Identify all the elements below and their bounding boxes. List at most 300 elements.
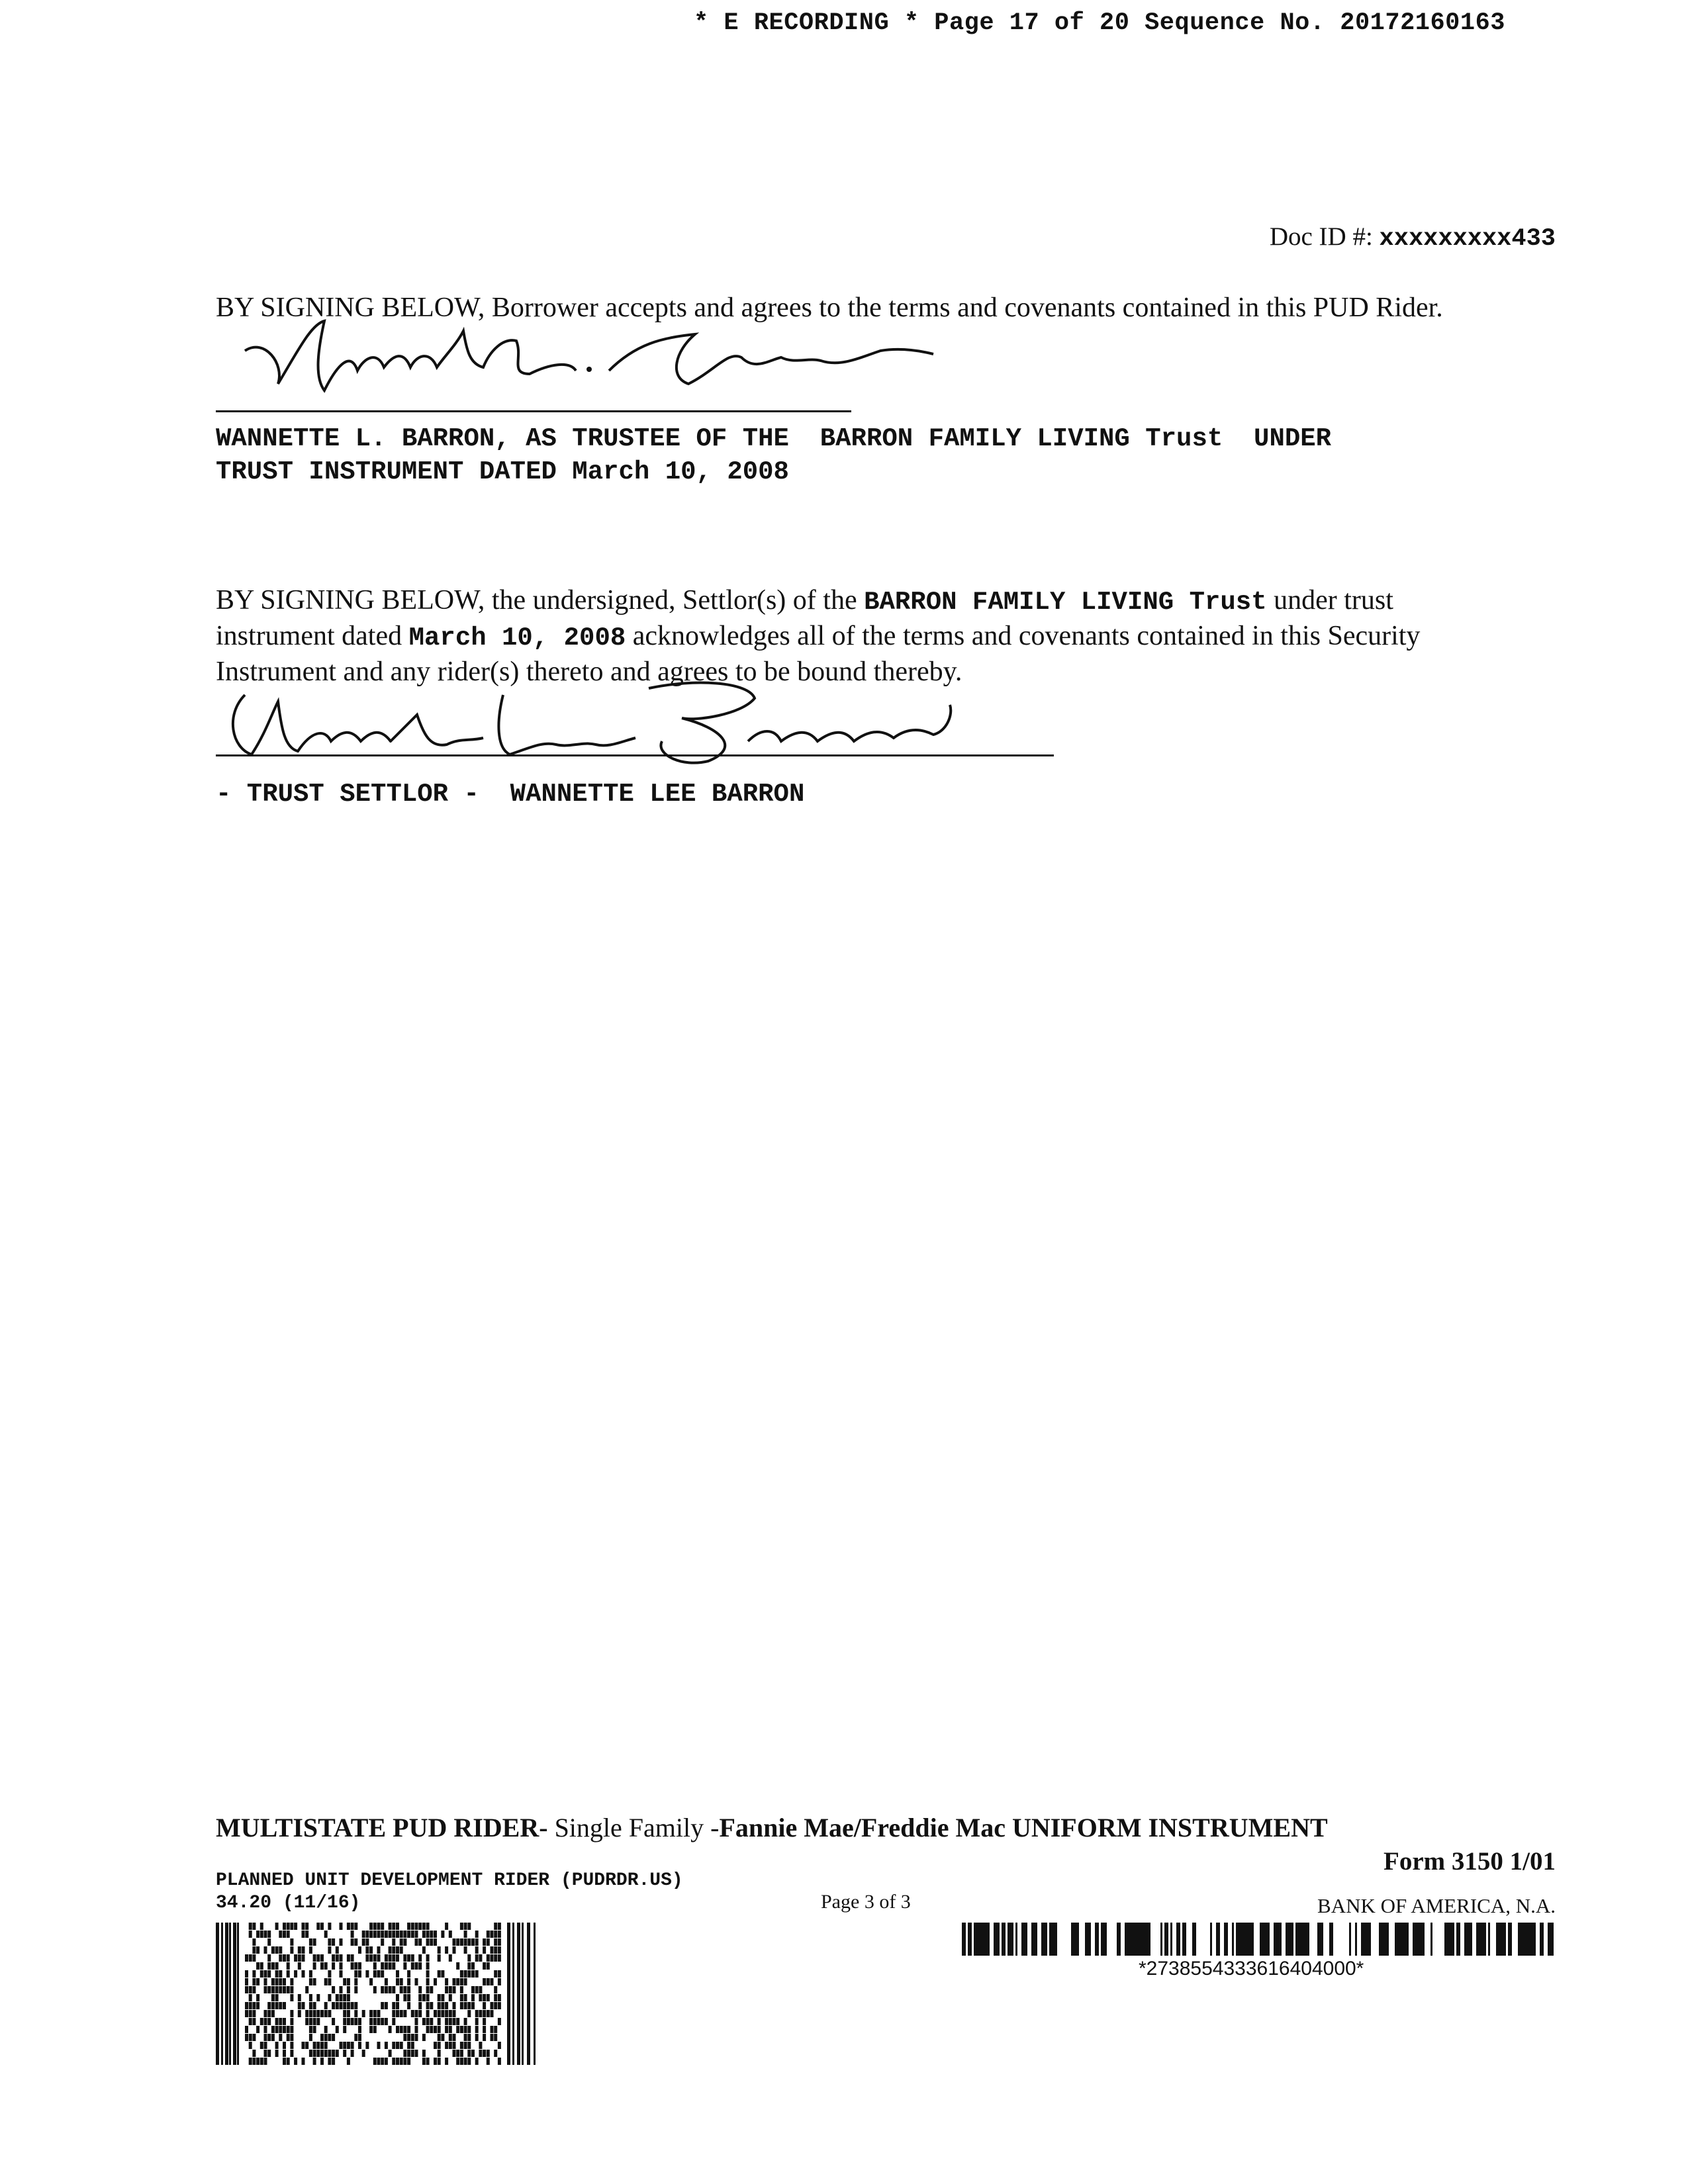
pdf417-module (313, 2002, 316, 2009)
barcode-bar (1141, 1923, 1143, 1956)
pdf417-module (256, 2026, 259, 2033)
pdf417-module (316, 2018, 320, 2025)
pdf417-module (305, 2010, 308, 2017)
pdf417-module (434, 2010, 437, 2017)
barcode-bar (1401, 1923, 1403, 1956)
pdf417-module (407, 2002, 410, 2009)
pdf417-module (487, 2010, 490, 2017)
pdf417-module (264, 1978, 267, 1985)
pdf417-module (354, 2010, 357, 2017)
barcode-bar (1526, 1923, 1528, 1956)
pdf417-module (287, 1986, 290, 1993)
pdf417-module (252, 1954, 256, 1962)
pdf417-module (453, 2034, 456, 2041)
pdf417-module (358, 2018, 361, 2025)
pdf417-module (302, 1970, 305, 1978)
barcode-bar (1478, 1923, 1480, 1956)
barcode-bar (1049, 1923, 1051, 1956)
pdf417-module (340, 1970, 343, 1978)
pdf417-module (445, 2042, 448, 2049)
pdf417-module (271, 2026, 275, 2033)
pdf417-module (403, 2010, 406, 2017)
pdf417-module (377, 2010, 381, 2017)
pdf417-module (483, 2034, 486, 2041)
pdf417-module (411, 2050, 414, 2057)
pdf417-module (487, 1978, 490, 1985)
pdf417-module (252, 1978, 256, 1985)
pdf417-module (309, 2018, 312, 2025)
pdf417-module (498, 2042, 501, 2049)
barcode-bar (1182, 1923, 1186, 1956)
pdf417-module (283, 2018, 286, 2025)
pdf417-module (216, 1923, 219, 2065)
pdf417-module (316, 1994, 320, 2001)
pdf417-module (320, 1962, 324, 1970)
pdf417-module (464, 2002, 467, 2009)
pdf417-module (467, 2034, 471, 2041)
pdf417-module (467, 2042, 471, 2049)
pdf417-module (316, 1954, 320, 1962)
barcode-bar (1216, 1923, 1220, 1956)
pdf417-module (287, 2034, 290, 2041)
doc-id-label: Doc ID #: (1269, 222, 1373, 251)
barcode-bar (1466, 1923, 1468, 1956)
pdf417-module (302, 1923, 305, 1930)
barcode-bar (1085, 1923, 1087, 1956)
pdf417-module (441, 1994, 444, 2001)
pdf417-module (400, 1931, 403, 1938)
pdf417-module (396, 1946, 399, 1954)
pdf417-module (438, 2026, 441, 2033)
pdf417-module (434, 2042, 437, 2049)
pdf417-module (343, 1978, 346, 1985)
pdf417-module (249, 1954, 252, 1962)
pdf417-module (517, 1923, 520, 2065)
pdf417-module (324, 2026, 328, 2033)
pdf417-module (324, 1962, 328, 1970)
pdf417-module (313, 2058, 316, 2065)
pdf417-module (267, 1931, 271, 1938)
pdf417-module (275, 1978, 279, 1985)
pdf417-module (403, 1931, 406, 1938)
barcode-bar (1456, 1923, 1460, 1956)
settlor-text-line2: instrument dated March 10, 2008 acknowledges all of the terms and covenants contained in this Security (216, 621, 1421, 653)
pdf417-module (467, 2026, 471, 2033)
pdf417-module (267, 2010, 271, 2017)
pdf417-module (456, 2050, 459, 2057)
pdf417-module (453, 2050, 456, 2057)
pdf417-module (415, 2010, 418, 2017)
pdf417-module (467, 2002, 471, 2009)
barcode-bar (1260, 1923, 1264, 1956)
pdf417-module (347, 1954, 350, 1962)
pdf417-module (471, 1994, 475, 2001)
pdf417-module (237, 1923, 239, 2065)
pdf417-module (385, 2058, 388, 2065)
pdf417-module (449, 1954, 452, 1962)
pdf417-module (426, 2058, 430, 2065)
barcode-bar (1480, 1923, 1482, 1956)
pdf417-module (494, 2050, 497, 2057)
barcode-bar (1276, 1923, 1278, 1956)
trust-name: BARRON FAMILY LIVING Trust (864, 588, 1267, 617)
pdf417-module (456, 2018, 459, 2025)
barcode-bar (1510, 1923, 1512, 1956)
trustee-signer-line2: TRUST INSTRUMENT DATED March 10, 2008 (216, 457, 789, 486)
pdf417-module (438, 2002, 441, 2009)
pdf417-module (396, 1978, 399, 1985)
pdf417-module (343, 1994, 346, 2001)
pdf417-module (389, 2050, 392, 2057)
barcode-bar (1033, 1923, 1035, 1956)
pdf417-module (328, 2010, 331, 2017)
pdf417-module (373, 1986, 377, 1993)
pdf417-module (279, 2018, 282, 2025)
pdf417-module (264, 1946, 267, 1954)
pdf417-module (347, 2058, 350, 2065)
pdf417-module (426, 1938, 430, 1946)
pdf417-module (475, 1938, 479, 1946)
pdf417-module (407, 1978, 410, 1985)
barcode-bar (1095, 1923, 1099, 1956)
barcode-bar (1246, 1923, 1248, 1956)
pdf417-module (354, 2034, 357, 2041)
pdf417-module (340, 2002, 343, 2009)
pdf417-module (467, 2050, 471, 2057)
pdf417-module (430, 1931, 433, 1938)
pdf417-module (389, 1986, 392, 1993)
pdf417-module (411, 2042, 414, 2049)
pdf417-module (494, 1923, 497, 1930)
barcode-bar (994, 1923, 996, 1956)
pdf417-module (411, 1931, 414, 1938)
pdf417-module (438, 2050, 441, 2057)
barcode-bar (1518, 1923, 1520, 1956)
pdf417-module (358, 1962, 361, 1970)
pdf417-module (233, 1923, 236, 2065)
pdf417-module (309, 2002, 312, 2009)
pdf417-module (483, 2002, 486, 2009)
pdf417-module (264, 2018, 267, 2025)
pdf417-module (426, 2018, 430, 2025)
pdf417-module (332, 2002, 335, 2009)
pdf417-module (283, 1923, 286, 1930)
pdf417-module (377, 2058, 381, 2065)
pdf417-module (264, 1986, 267, 1993)
barcode-bar (1021, 1923, 1023, 1956)
pdf417-module (365, 1970, 369, 1978)
pdf417-module (396, 2002, 399, 2009)
pdf417-module (267, 1970, 271, 1978)
pdf417-module (467, 1962, 471, 1970)
pdf417-module (396, 1994, 399, 2001)
barcode-bar (1413, 1923, 1415, 1956)
pdf417-module (487, 1931, 490, 1938)
pdf417-module (343, 2026, 346, 2033)
pdf417-module (245, 1954, 248, 1962)
pdf417-module (445, 1986, 448, 1993)
pdf417-module (271, 2002, 275, 2009)
pdf417-module (483, 2050, 486, 2057)
pdf417-module (336, 2050, 339, 2057)
pdf417-module (271, 1994, 275, 2001)
pdf417-module (283, 2002, 286, 2009)
pdf417-module (381, 2018, 384, 2025)
pdf417-module (305, 1986, 308, 1993)
pdf417-module (336, 1994, 339, 2001)
barcode-bar (1248, 1923, 1252, 1956)
pdf417-module (464, 1931, 467, 1938)
pdf417-module (283, 1954, 286, 1962)
pdf417-module (392, 1986, 395, 1993)
pdf417-module (479, 2010, 482, 2017)
barcode-bar (1164, 1923, 1166, 1956)
pdf417-module (373, 2010, 377, 2017)
barcode-bar (1045, 1923, 1047, 1956)
pdf417-module (498, 2058, 501, 2065)
pdf417-module (487, 2050, 490, 2057)
pdf417-module (351, 2002, 354, 2009)
pdf417-module (438, 2034, 441, 2041)
barcode-bar (1160, 1923, 1162, 1956)
barcode-bar (1041, 1923, 1045, 1956)
pdf417-module (271, 2010, 275, 2017)
pdf417-module (309, 1994, 312, 2001)
pdf417-module (354, 1978, 357, 1985)
pdf417-module (249, 2034, 252, 2041)
pdf417-module (471, 1986, 475, 1993)
pdf417-module (467, 1923, 471, 1930)
pdf417-module (290, 2010, 293, 2017)
pdf417-module (358, 2042, 361, 2049)
pdf417-module (354, 1923, 357, 1930)
pdf417-module (479, 2050, 482, 2057)
pdf417-module (347, 1994, 350, 2001)
pdf417-module (418, 1962, 422, 1970)
pdf417-module (491, 1954, 494, 1962)
pdf417-module (305, 1931, 308, 1938)
barcode-bar (1147, 1923, 1149, 1956)
pdf417-module (422, 1931, 426, 1938)
pdf417-module (340, 2042, 343, 2049)
pdf417-module (377, 2042, 381, 2049)
barcode-bar (1484, 1923, 1486, 1956)
pdf417-module (456, 2026, 459, 2033)
pdf417-module (403, 2026, 406, 2033)
pdf417-module (407, 2058, 410, 2065)
pdf417-module (407, 2026, 410, 2033)
pdf417-module (527, 1923, 530, 2065)
pdf417-module (392, 1946, 395, 1954)
pdf417-module (498, 1938, 501, 1946)
pdf417-module (328, 2050, 331, 2057)
pdf417-module (256, 1946, 259, 1954)
pdf417-module (256, 1931, 259, 1938)
barcode-bar (1274, 1923, 1276, 1956)
pdf417-module (403, 2050, 406, 2057)
pdf417-module (392, 2042, 395, 2049)
barcode-bar (1101, 1923, 1105, 1956)
pdf417-module (351, 2018, 354, 2025)
pdf417-module (422, 1994, 426, 2001)
pdf417-module (271, 1946, 275, 1954)
pdf417-module (354, 2018, 357, 2025)
pdf417-module (479, 1994, 482, 2001)
pdf417-module (358, 1946, 361, 1954)
pdf417-module (392, 2010, 395, 2017)
pdf417-module (441, 1931, 444, 1938)
pdf417-module (369, 2010, 373, 2017)
settlor-text-line1: BY SIGNING BELOW, the undersigned, Settlor(s) of the BARRON FAMILY LIVING Trust under trust (216, 585, 1393, 617)
pdf417-module (400, 1946, 403, 1954)
pdf417-module (392, 2058, 395, 2065)
pdf417-module (507, 1923, 510, 2065)
pdf417-module (445, 2010, 448, 2017)
pdf417-module (494, 2026, 497, 2033)
pdf417-module (271, 2034, 275, 2041)
pdf417-module (309, 1938, 312, 1946)
pdf417-module (381, 2058, 384, 2065)
pdf417-module (279, 1970, 282, 1978)
pdf417-module (385, 1962, 388, 1970)
pdf417-module (298, 1962, 301, 1970)
pdf417-module (316, 2050, 320, 2057)
pdf417-module (290, 2026, 293, 2033)
pdf417-module (460, 1986, 463, 1993)
pdf417-module (336, 1954, 339, 1962)
pdf417-module (373, 2018, 377, 2025)
pdf417-module (271, 1978, 275, 1985)
pdf417-module (385, 2042, 388, 2049)
pdf417-module (340, 1938, 343, 1946)
pdf417-module (392, 2018, 395, 2025)
pdf417-module (407, 2050, 410, 2057)
pdf417-module (275, 2026, 279, 2033)
pdf417-module (279, 1946, 282, 1954)
pdf417-module (426, 1954, 430, 1962)
pdf417-module (381, 1923, 384, 1930)
pdf417-module (453, 2002, 456, 2009)
pdf417-module (418, 1986, 422, 1993)
pdf417-module (365, 1931, 369, 1938)
barcode-bar (1496, 1923, 1498, 1956)
pdf417-module (430, 2002, 433, 2009)
barcode-bar (1133, 1923, 1135, 1956)
barcode-bar (1149, 1923, 1150, 1956)
pdf417-module (449, 2034, 452, 2041)
pdf417-module (279, 2034, 282, 2041)
pdf417-module (422, 1946, 426, 1954)
barcode-bar (1224, 1923, 1228, 1956)
pdf417-module (422, 1923, 426, 1930)
barcode-bar (1125, 1923, 1129, 1956)
pdf417-module (369, 2026, 373, 2033)
pdf417-module (267, 1962, 271, 1970)
pdf417-module (283, 2050, 286, 2057)
pdf417-module (464, 2058, 467, 2065)
pdf417-module (422, 2050, 426, 2057)
barcode-bar (1117, 1923, 1119, 1956)
pdf417-module (422, 2058, 426, 2065)
barcode-bar (1430, 1923, 1432, 1956)
pdf417-module (426, 2010, 430, 2017)
pdf417-module (426, 1931, 430, 1938)
pdf417-module (475, 1970, 479, 1978)
pdf417-module (400, 2026, 403, 2033)
pdf417-module (392, 1938, 395, 1946)
pdf417-module (407, 1931, 410, 1938)
pdf417-module (396, 1970, 399, 1978)
barcode-bar (1232, 1923, 1234, 1956)
pdf417-module (471, 1962, 475, 1970)
pdf417-module (256, 1978, 259, 1985)
pdf417-module (362, 1931, 365, 1938)
rider-line1: PLANNED UNIT DEVELOPMENT RIDER (PUDRDR.US) (216, 1870, 683, 1891)
pdf417-module (498, 1970, 501, 1978)
pdf417-module (328, 1994, 331, 2001)
pdf417-module (320, 2042, 324, 2049)
pdf417-module (290, 2042, 293, 2049)
pdf417-module (445, 2026, 448, 2033)
pdf417-module (464, 2042, 467, 2049)
pdf417-module (392, 1954, 395, 1962)
pdf417-module (252, 2018, 256, 2025)
pdf417-module (385, 2018, 388, 2025)
pdf417-module (354, 1986, 357, 1993)
pdf417-module (328, 1946, 331, 1954)
barcode-bar (1329, 1923, 1331, 1956)
pdf417-module (354, 1970, 357, 1978)
pdf417-module (260, 1923, 263, 1930)
pdf417-module (309, 2010, 312, 2017)
pdf417-module (275, 1923, 279, 1930)
pdf417-module (369, 1931, 373, 1938)
barcode-bar (1035, 1923, 1037, 1956)
pdf417-module (471, 2002, 475, 2009)
pdf417-module (389, 1962, 392, 1970)
pdf417-module (332, 1986, 335, 1993)
pdf417-module (225, 1923, 228, 2065)
pdf417-module (438, 1994, 441, 2001)
pdf417-module (298, 1946, 301, 1954)
pdf417-module (418, 1954, 422, 1962)
pdf417-module (441, 2002, 444, 2009)
pdf417-module (407, 2042, 410, 2049)
pdf417-module (336, 2002, 339, 2009)
pdf417-module (373, 1923, 377, 1930)
pdf417-module (381, 1970, 384, 1978)
trust-date: March 10, 2008 (408, 623, 626, 653)
pdf417-module (252, 2002, 256, 2009)
pdf417-module (475, 2034, 479, 2041)
doc-id-value: xxxxxxxxx433 (1379, 225, 1556, 253)
pdf417-module (494, 1931, 497, 1938)
pdf417-module (264, 2050, 267, 2057)
barcode-bar (1129, 1923, 1131, 1956)
barcode-bar (1524, 1923, 1526, 1956)
pdf417-module (487, 2058, 490, 2065)
trustee-signer-line1: WANNETTE L. BARRON, AS TRUSTEE OF THE BARRON FAMILY LIVING Trust UNDER (216, 424, 1332, 453)
pdf417-module (294, 1954, 297, 1962)
pdf417-module (415, 1938, 418, 1946)
pdf417-module (264, 2042, 267, 2049)
pdf417-module (343, 2018, 346, 2025)
pdf417-module (392, 2002, 395, 2009)
barcode-bar (1349, 1923, 1351, 1956)
barcode-bar (1170, 1923, 1172, 1956)
barcode-bar (1403, 1923, 1405, 1956)
pdf417-module (411, 1954, 414, 1962)
